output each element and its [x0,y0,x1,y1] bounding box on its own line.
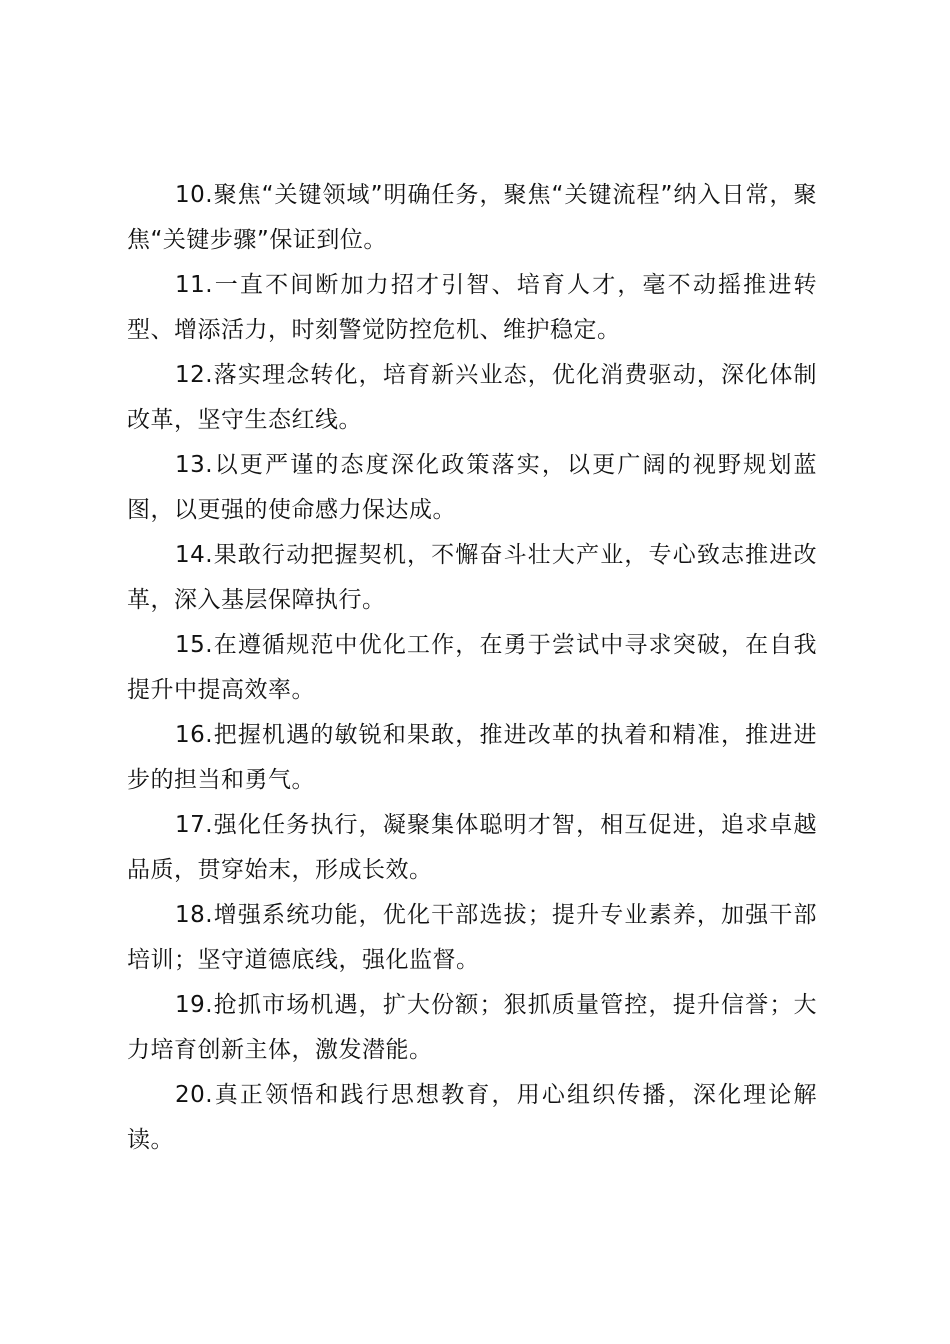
paragraph-15: 15.在遵循规范中优化工作，在勇于尝试中寻求突破，在自我提升中提高效率。 [127,632,817,703]
paragraph-16: 16.把握机遇的敏锐和果敢，推进改革的执着和精准，推进进步的担当和勇气。 [127,722,817,793]
paragraph-18: 18.增强系统功能，优化干部选拔；提升专业素养，加强干部培训；坚守道德底线，强化监督。 [127,902,817,973]
paragraph-20: 20.真正领悟和践行思想教育，用心组织传播，深化理论解读。 [127,1082,817,1153]
paragraph-14: 14.果敢行动把握契机，不懈奋斗壮大产业，专心致志推进改革，深入基层保障执行。 [127,542,817,613]
paragraph-19: 19.抢抓市场机遇，扩大份额；狠抓质量管控，提升信誉；大力培育创新主体，激发潜能。 [127,992,817,1063]
document-body [127,173,817,1163]
paragraph-11: 11.一直不间断加力招才引智、培育人才，毫不动摇推进转型、增添活力，时刻警觉防控危机、维护稳定。 [127,272,817,343]
paragraph-10: 10.聚焦“关键领域”明确任务，聚焦“关键流程”纳入日常，聚焦“关键步骤”保证到位。 [127,182,817,253]
paragraph-12: 12.落实理念转化，培育新兴业态，优化消费驱动，深化体制改革，坚守生态红线。 [127,362,817,433]
paragraph-13: 13.以更严谨的态度深化政策落实，以更广阔的视野规划蓝图，以更强的使命感力保达成。 [127,452,817,523]
paragraph-17: 17.强化任务执行，凝聚集体聪明才智，相互促进，追求卓越品质，贯穿始末，形成长效。 [127,812,817,883]
